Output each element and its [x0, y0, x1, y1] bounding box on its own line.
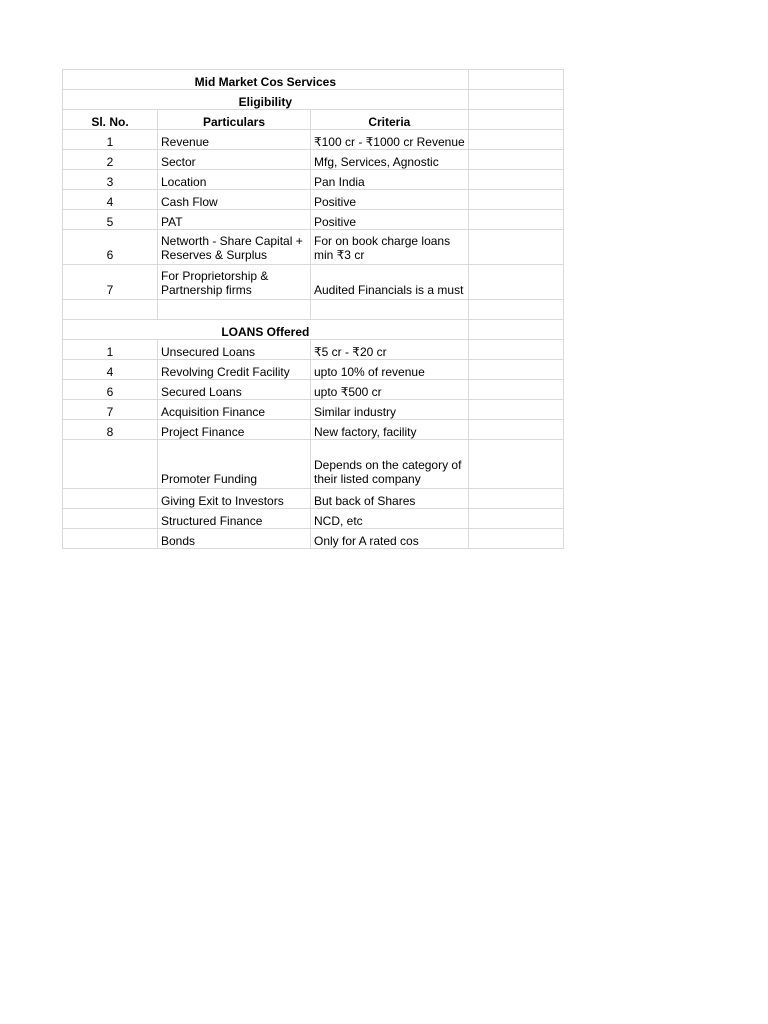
- sl-no-cell: 6: [63, 230, 158, 265]
- table-row: [63, 340, 564, 360]
- empty-cell: [468, 420, 563, 440]
- particulars-cell: Secured Loans: [158, 380, 311, 400]
- empty-cell: [468, 190, 563, 210]
- particulars-cell: Unsecured Loans: [158, 340, 311, 360]
- empty-cell: [468, 300, 563, 320]
- eligibility-heading-row: [63, 90, 564, 110]
- empty-cell: [468, 110, 563, 130]
- criteria-cell: NCD, etc: [311, 509, 469, 529]
- empty-cell: [468, 170, 563, 190]
- table-row: [63, 360, 564, 380]
- services-table: [62, 69, 564, 549]
- empty-cell: [468, 90, 563, 110]
- table-row: [63, 400, 564, 420]
- column-header-sl-no: Sl. No.: [63, 110, 158, 130]
- empty-cell: [468, 70, 563, 90]
- table-row: [63, 130, 564, 150]
- criteria-cell: ₹5 cr - ₹20 cr: [311, 340, 469, 360]
- particulars-cell: Revenue: [158, 130, 311, 150]
- eligibility-heading: Eligibility: [63, 90, 469, 110]
- particulars-cell: Location: [158, 170, 311, 190]
- empty-cell: [63, 300, 158, 320]
- particulars-cell: Sector: [158, 150, 311, 170]
- table-row: [63, 440, 564, 489]
- empty-cell: [468, 509, 563, 529]
- sl-no-cell: 4: [63, 360, 158, 380]
- table-row: [63, 420, 564, 440]
- sl-no-cell: [63, 489, 158, 509]
- particulars-cell: Networth - Share Capital + Reserves & Surplus: [158, 230, 311, 265]
- sl-no-cell: [63, 509, 158, 529]
- empty-cell: [468, 265, 563, 300]
- column-header-particulars: Particulars: [158, 110, 311, 130]
- particulars-cell: Acquisition Finance: [158, 400, 311, 420]
- sl-no-cell: 4: [63, 190, 158, 210]
- sl-no-cell: 2: [63, 150, 158, 170]
- criteria-cell: upto ₹500 cr: [311, 380, 469, 400]
- particulars-cell: Promoter Funding: [158, 440, 311, 489]
- column-header-criteria: Criteria: [311, 110, 469, 130]
- criteria-cell: New factory, facility: [311, 420, 469, 440]
- empty-cell: [468, 489, 563, 509]
- spacer-row: [63, 300, 564, 320]
- empty-cell: [468, 130, 563, 150]
- particulars-cell: Giving Exit to Investors: [158, 489, 311, 509]
- empty-cell: [468, 340, 563, 360]
- criteria-cell: Only for A rated cos: [311, 529, 469, 549]
- sl-no-cell: [63, 440, 158, 489]
- empty-cell: [468, 230, 563, 265]
- criteria-cell: Audited Financials is a must: [311, 265, 469, 300]
- criteria-cell: Similar industry: [311, 400, 469, 420]
- criteria-cell: Positive: [311, 190, 469, 210]
- empty-cell: [468, 440, 563, 489]
- criteria-cell: Positive: [311, 210, 469, 230]
- sheet-title: Mid Market Cos Services: [63, 70, 469, 90]
- table-row: [63, 380, 564, 400]
- loans-heading: LOANS Offered: [63, 320, 469, 340]
- table-row: [63, 230, 564, 265]
- criteria-cell: upto 10% of revenue: [311, 360, 469, 380]
- column-header-row: [63, 110, 564, 130]
- criteria-cell: Pan India: [311, 170, 469, 190]
- empty-cell: [468, 320, 563, 340]
- sl-no-cell: 6: [63, 380, 158, 400]
- particulars-cell: Cash Flow: [158, 190, 311, 210]
- empty-cell: [468, 529, 563, 549]
- loans-heading-row: [63, 320, 564, 340]
- criteria-cell: ₹100 cr - ₹1000 cr Revenue: [311, 130, 469, 150]
- criteria-cell: But back of Shares: [311, 489, 469, 509]
- sl-no-cell: 7: [63, 265, 158, 300]
- particulars-cell: For Proprietorship & Partnership firms: [158, 265, 311, 300]
- sl-no-cell: 1: [63, 340, 158, 360]
- empty-cell: [468, 360, 563, 380]
- table-row: [63, 190, 564, 210]
- particulars-cell: Bonds: [158, 529, 311, 549]
- sl-no-cell: 5: [63, 210, 158, 230]
- table-row: [63, 150, 564, 170]
- empty-cell: [468, 380, 563, 400]
- empty-cell: [468, 400, 563, 420]
- particulars-cell: Revolving Credit Facility: [158, 360, 311, 380]
- particulars-cell: Project Finance: [158, 420, 311, 440]
- sl-no-cell: [63, 529, 158, 549]
- table-row: [63, 509, 564, 529]
- sl-no-cell: 7: [63, 400, 158, 420]
- title-row: [63, 70, 564, 90]
- particulars-cell: PAT: [158, 210, 311, 230]
- table-row: [63, 210, 564, 230]
- criteria-cell: For on book charge loans min ₹3 cr: [311, 230, 469, 265]
- empty-cell: [468, 150, 563, 170]
- sl-no-cell: 8: [63, 420, 158, 440]
- table-row: [63, 265, 564, 300]
- table-row: [63, 170, 564, 190]
- empty-cell: [468, 210, 563, 230]
- sl-no-cell: 1: [63, 130, 158, 150]
- particulars-cell: Structured Finance: [158, 509, 311, 529]
- table-row: [63, 489, 564, 509]
- table-row: [63, 529, 564, 549]
- criteria-cell: Mfg, Services, Agnostic: [311, 150, 469, 170]
- empty-cell: [158, 300, 311, 320]
- sl-no-cell: 3: [63, 170, 158, 190]
- criteria-cell: Depends on the category of their listed company: [311, 440, 469, 489]
- empty-cell: [311, 300, 469, 320]
